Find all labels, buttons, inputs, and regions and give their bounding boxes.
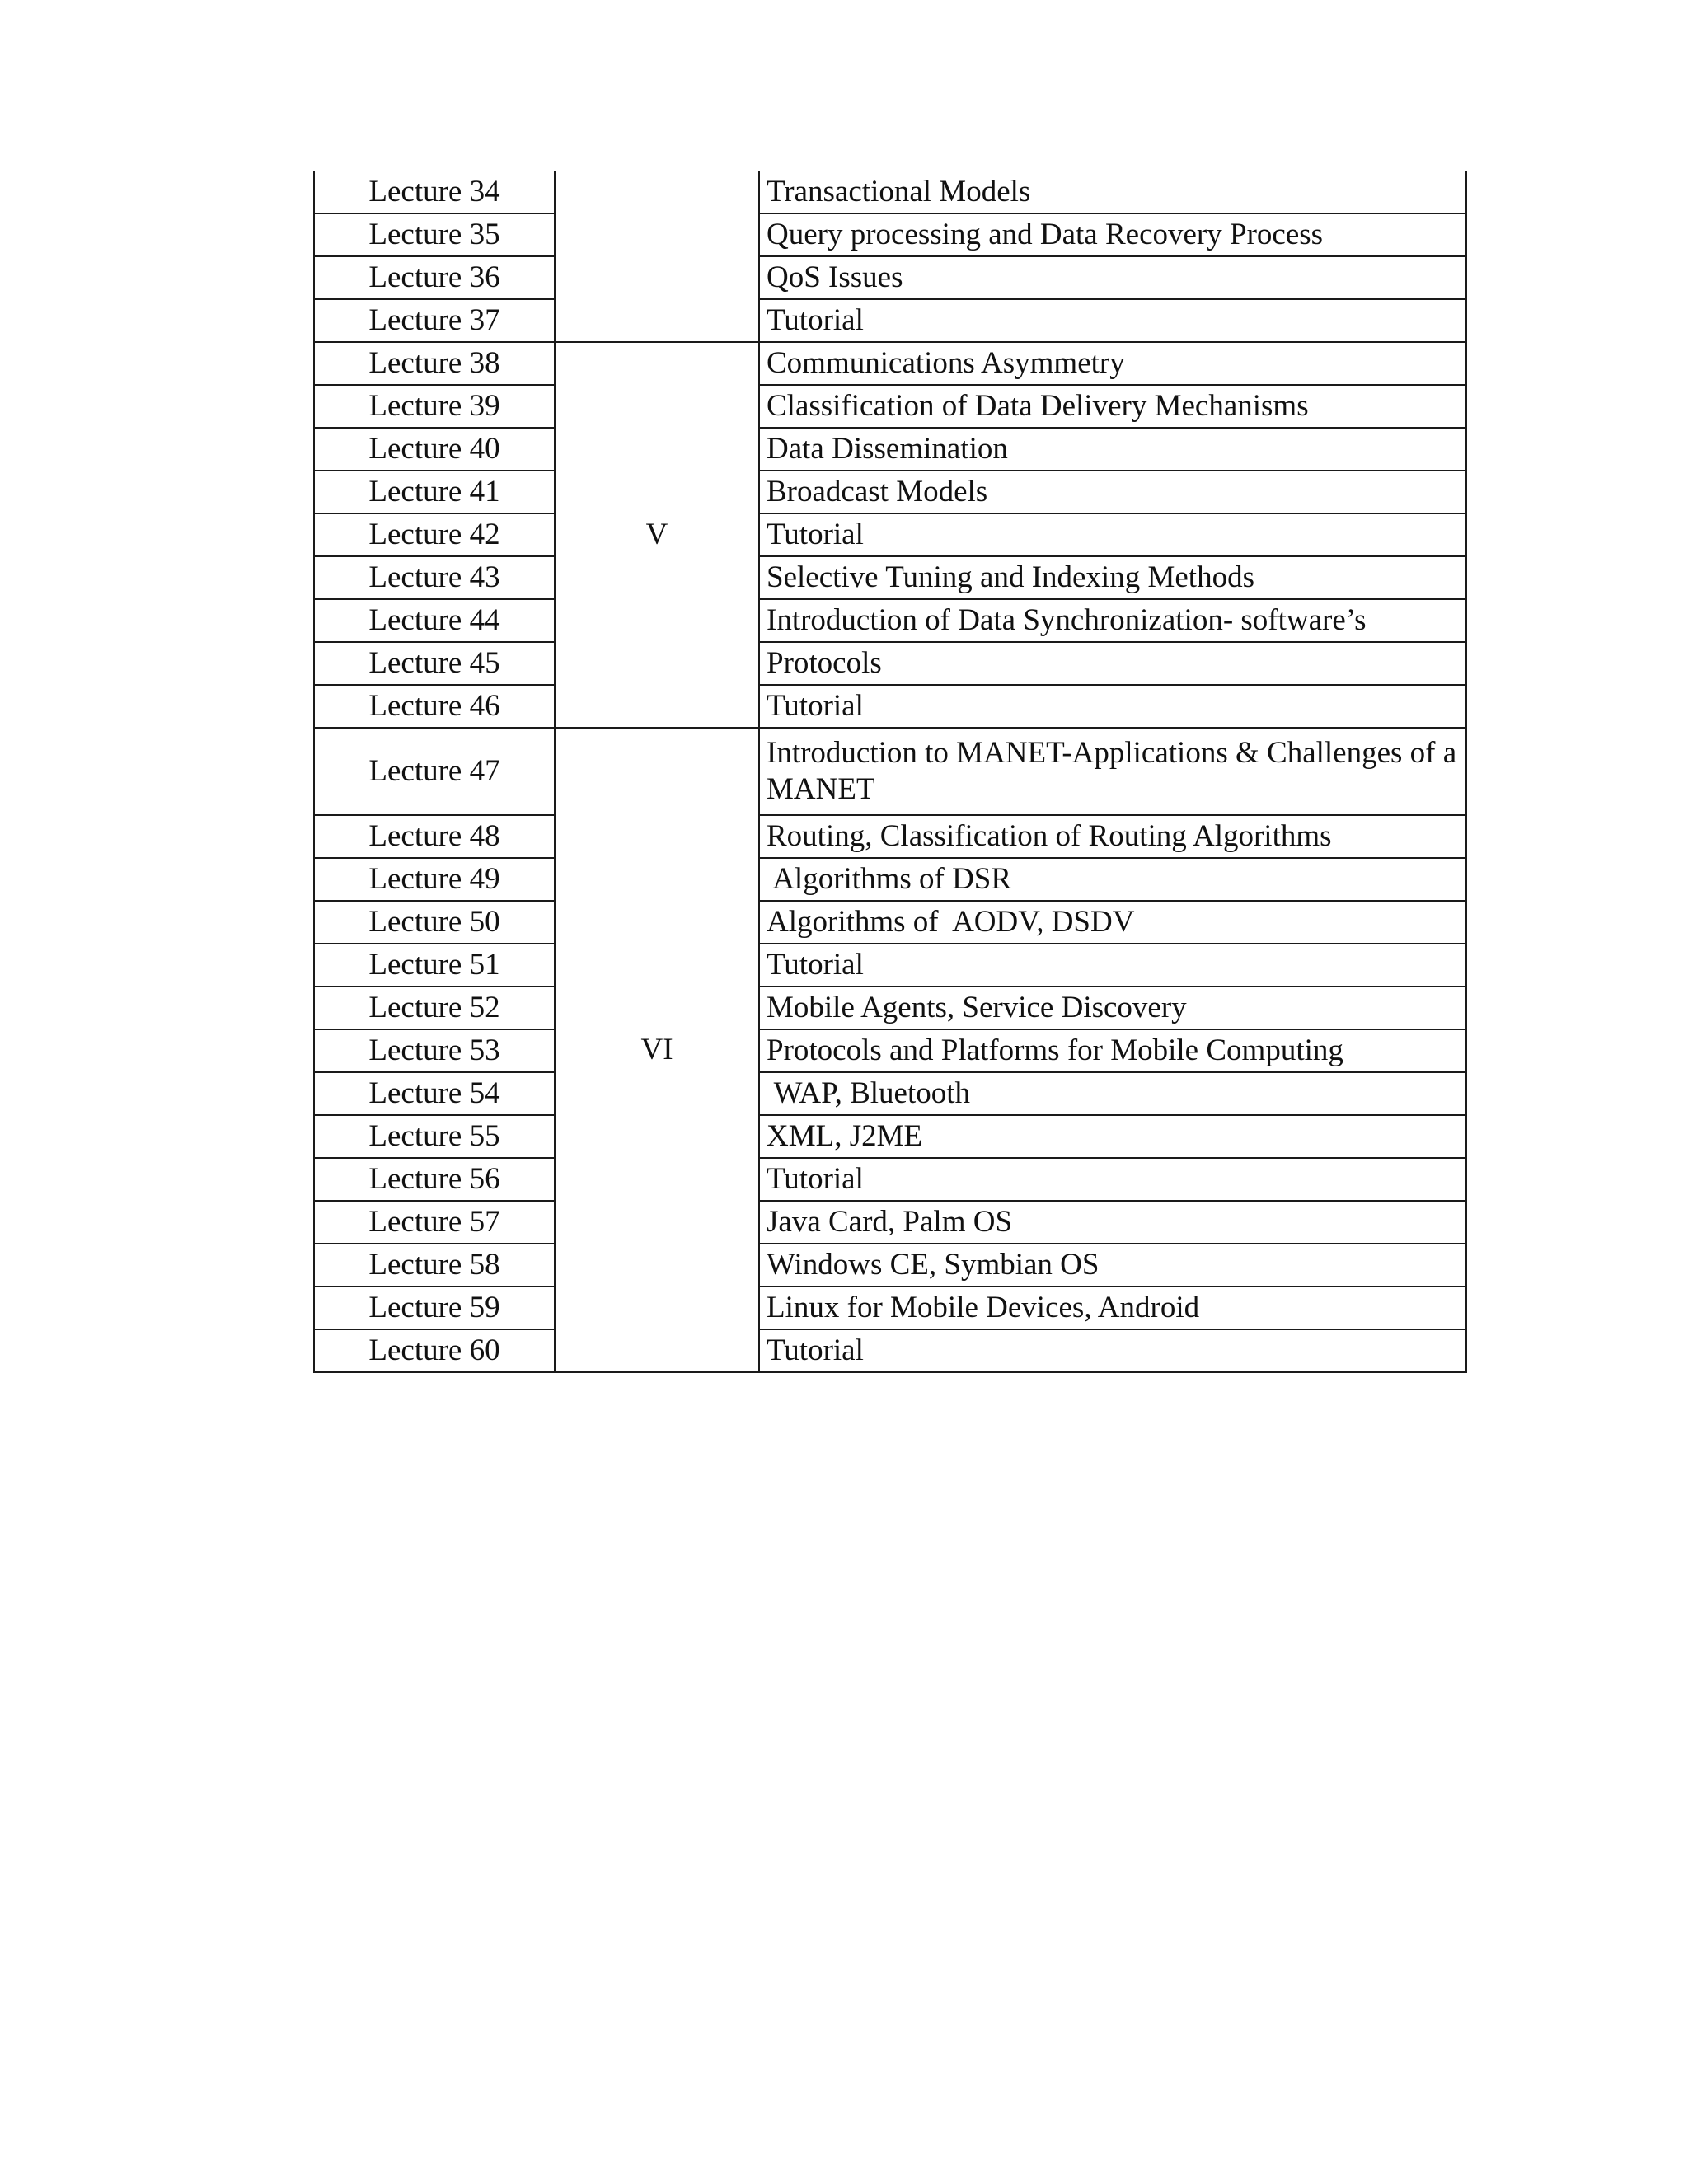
lecture-number-cell: Lecture 48 bbox=[314, 815, 555, 858]
topic-cell: Tutorial bbox=[759, 299, 1466, 342]
table-row bbox=[314, 213, 1466, 256]
lecture-number-cell: Lecture 59 bbox=[314, 1286, 555, 1329]
table-row bbox=[314, 513, 1466, 556]
topic-cell: Linux for Mobile Devices, Android bbox=[759, 1286, 1466, 1329]
topic-cell: Tutorial bbox=[759, 1158, 1466, 1201]
table-row bbox=[314, 1286, 1466, 1329]
lecture-number-cell: Lecture 39 bbox=[314, 385, 555, 428]
topic-cell: Tutorial bbox=[759, 685, 1466, 728]
topic-cell: WAP, Bluetooth bbox=[759, 1072, 1466, 1115]
lecture-number-cell: Lecture 40 bbox=[314, 428, 555, 471]
table-row bbox=[314, 901, 1466, 944]
unit-cell bbox=[555, 171, 759, 342]
table-row bbox=[314, 858, 1466, 901]
table-row bbox=[314, 1201, 1466, 1244]
table-row bbox=[314, 944, 1466, 987]
table-row bbox=[314, 599, 1466, 642]
topic-cell: Tutorial bbox=[759, 1329, 1466, 1372]
lecture-number-cell: Lecture 53 bbox=[314, 1029, 555, 1072]
lecture-number-cell: Lecture 52 bbox=[314, 987, 555, 1029]
table-row bbox=[314, 299, 1466, 342]
topic-cell: QoS Issues bbox=[759, 256, 1466, 299]
lecture-number-cell: Lecture 41 bbox=[314, 471, 555, 513]
topic-cell: Data Dissemination bbox=[759, 428, 1466, 471]
lecture-number-cell: Lecture 35 bbox=[314, 213, 555, 256]
table-row bbox=[314, 556, 1466, 599]
unit-cell: V bbox=[555, 342, 759, 728]
topic-cell: Transactional Models bbox=[759, 171, 1466, 213]
lesson-plan-table bbox=[313, 171, 1467, 1373]
lecture-number-cell: Lecture 44 bbox=[314, 599, 555, 642]
table-row bbox=[314, 642, 1466, 685]
lecture-number-cell: Lecture 56 bbox=[314, 1158, 555, 1201]
topic-cell: XML, J2ME bbox=[759, 1115, 1466, 1158]
topic-cell: Protocols and Platforms for Mobile Computing bbox=[759, 1029, 1466, 1072]
topic-cell: Introduction to MANET-Applications & Challenges of a MANET bbox=[759, 728, 1466, 815]
topic-cell: Classification of Data Delivery Mechanisms bbox=[759, 385, 1466, 428]
topic-cell: Broadcast Models bbox=[759, 471, 1466, 513]
lecture-number-cell: Lecture 50 bbox=[314, 901, 555, 944]
table-row bbox=[314, 1029, 1466, 1072]
lecture-number-cell: Lecture 34 bbox=[314, 171, 555, 213]
table-row bbox=[314, 342, 1466, 385]
table-row bbox=[314, 1158, 1466, 1201]
topic-cell: Selective Tuning and Indexing Methods bbox=[759, 556, 1466, 599]
lecture-number-cell: Lecture 37 bbox=[314, 299, 555, 342]
topic-cell: Query processing and Data Recovery Process bbox=[759, 213, 1466, 256]
topic-cell: Java Card, Palm OS bbox=[759, 1201, 1466, 1244]
table-row bbox=[314, 1115, 1466, 1158]
table-row bbox=[314, 987, 1466, 1029]
lecture-number-cell: Lecture 46 bbox=[314, 685, 555, 728]
table-row bbox=[314, 728, 1466, 815]
unit-cell: VI bbox=[555, 728, 759, 1372]
topic-cell: Mobile Agents, Service Discovery bbox=[759, 987, 1466, 1029]
lecture-number-cell: Lecture 57 bbox=[314, 1201, 555, 1244]
topic-cell: Algorithms of DSR bbox=[759, 858, 1466, 901]
lecture-number-cell: Lecture 47 bbox=[314, 728, 555, 815]
lecture-number-cell: Lecture 45 bbox=[314, 642, 555, 685]
lecture-number-cell: Lecture 43 bbox=[314, 556, 555, 599]
table-row bbox=[314, 1329, 1466, 1372]
lecture-number-cell: Lecture 38 bbox=[314, 342, 555, 385]
topic-cell: Introduction of Data Synchronization- software’s bbox=[759, 599, 1466, 642]
topic-cell: Communications Asymmetry bbox=[759, 342, 1466, 385]
topic-cell: Protocols bbox=[759, 642, 1466, 685]
lecture-number-cell: Lecture 55 bbox=[314, 1115, 555, 1158]
topic-cell: Tutorial bbox=[759, 513, 1466, 556]
lecture-number-cell: Lecture 49 bbox=[314, 858, 555, 901]
table-row bbox=[314, 471, 1466, 513]
topic-cell: Algorithms of AODV, DSDV bbox=[759, 901, 1466, 944]
topic-cell: Tutorial bbox=[759, 944, 1466, 987]
lecture-number-cell: Lecture 51 bbox=[314, 944, 555, 987]
lecture-number-cell: Lecture 42 bbox=[314, 513, 555, 556]
table-row bbox=[314, 256, 1466, 299]
table-row bbox=[314, 1072, 1466, 1115]
topic-cell: Windows CE, Symbian OS bbox=[759, 1244, 1466, 1286]
table-row bbox=[314, 1244, 1466, 1286]
lecture-number-cell: Lecture 58 bbox=[314, 1244, 555, 1286]
lecture-number-cell: Lecture 60 bbox=[314, 1329, 555, 1372]
lecture-number-cell: Lecture 36 bbox=[314, 256, 555, 299]
table-row bbox=[314, 385, 1466, 428]
table-row bbox=[314, 685, 1466, 728]
table-row bbox=[314, 428, 1466, 471]
table-row bbox=[314, 171, 1466, 213]
table-row bbox=[314, 815, 1466, 858]
lecture-number-cell: Lecture 54 bbox=[314, 1072, 555, 1115]
topic-cell: Routing, Classification of Routing Algorithms bbox=[759, 815, 1466, 858]
